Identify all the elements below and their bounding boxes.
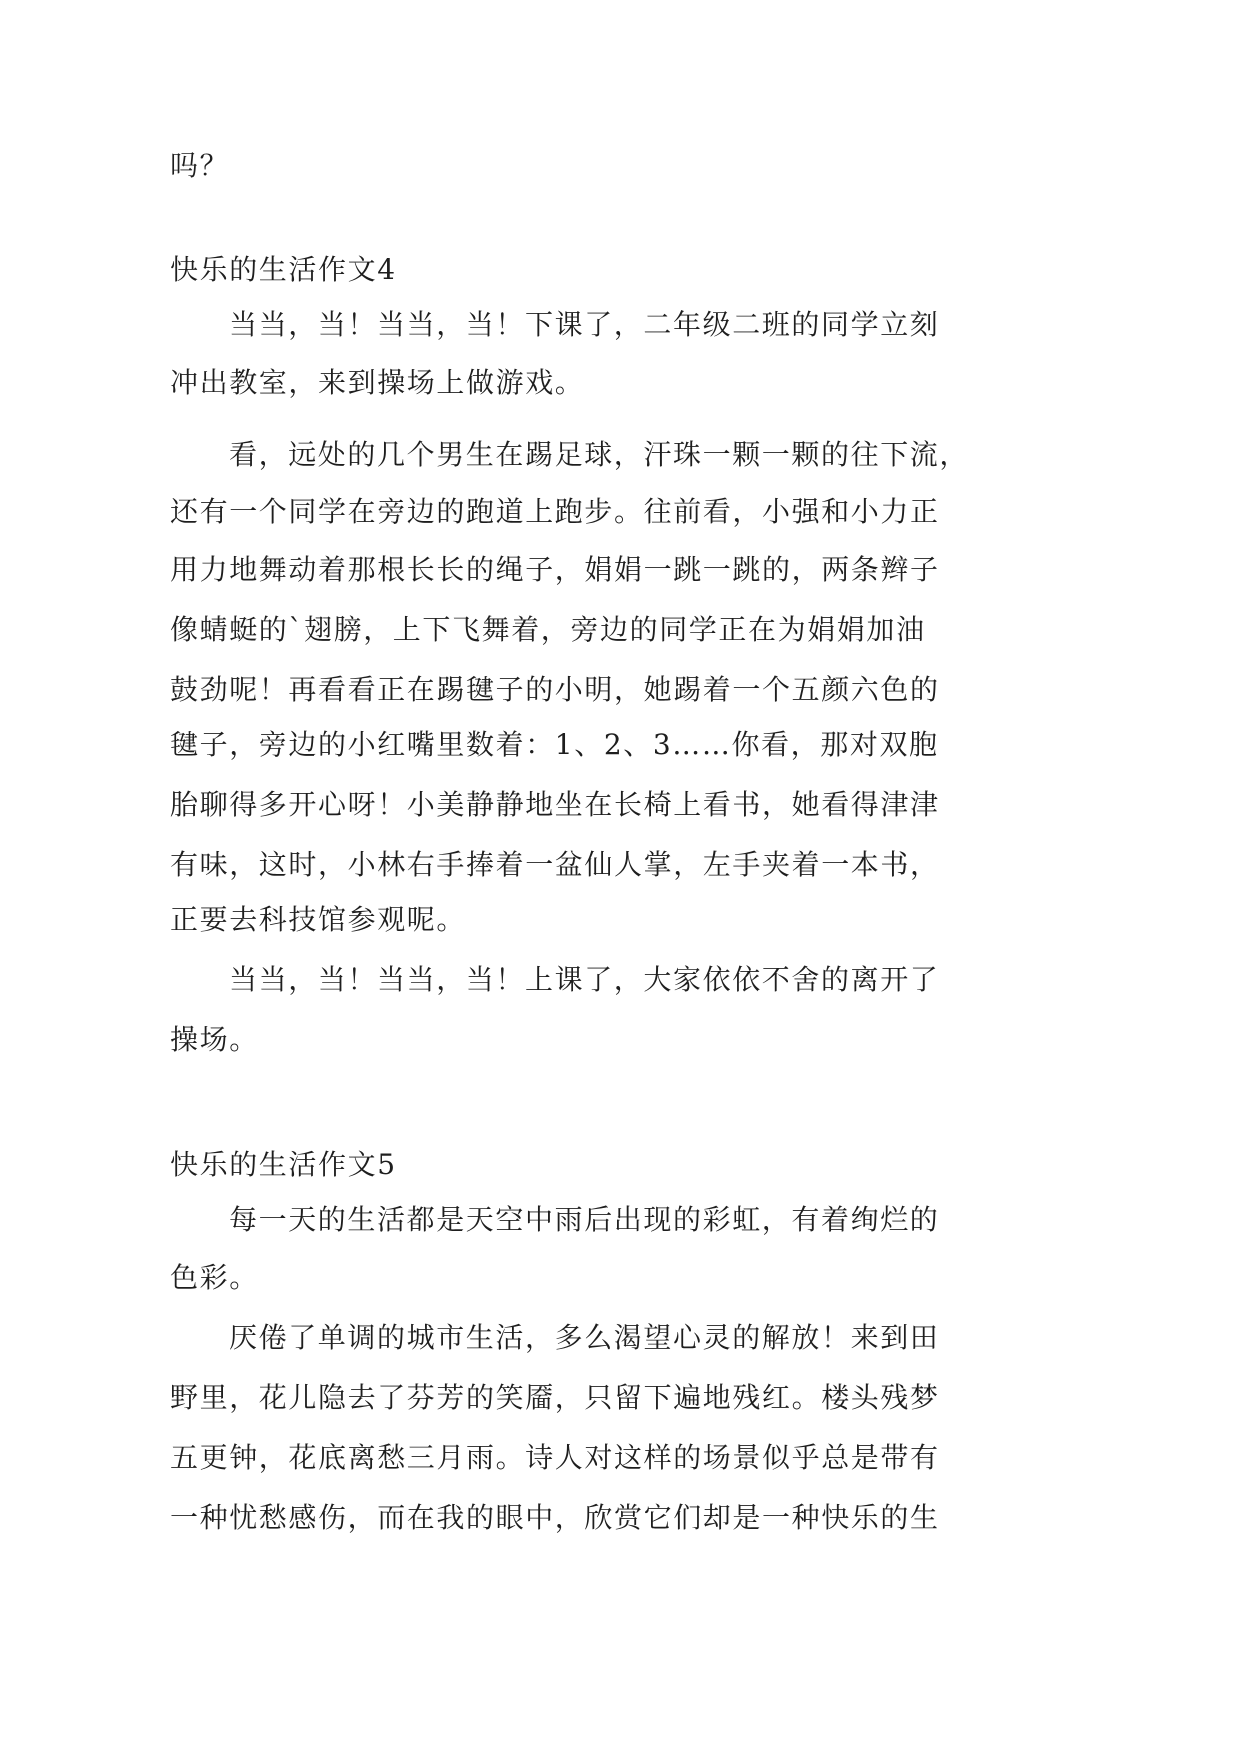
section-title: 快乐的生活作文4 [170,253,397,286]
text-line: 用力地舞动着那根长长的绳子，娟娟一跳一跳的，两条辫子 [170,554,940,586]
text-line: 毽子，旁边的小红嘴里数着：1、2、3……你看，那对双胞 [170,729,939,761]
text-line: 有味，这时，小林右手捧着一盆仙人掌，左手夹着一本书， [170,849,940,881]
text-line: 吗？ [170,150,230,182]
section-title: 快乐的生活作文5 [170,1148,397,1181]
text-line: 每一天的生活都是天空中雨后出现的彩虹，有着绚烂的 [229,1204,940,1236]
text-line: 像蜻蜓的`翅膀，上下飞舞着，旁边的同学正在为娟娟加油 [170,614,926,646]
text-line: 五更钟，花底离愁三月雨。诗人对这样的场景似乎总是带有 [170,1442,940,1474]
text-line: 厌倦了单调的城市生活，多么渴望心灵的解放！来到田 [229,1322,940,1354]
text-line: 当当，当！当当，当！下课了，二年级二班的同学立刻 [229,309,940,341]
text-line: 胎聊得多开心呀！小美静静地坐在长椅上看书，她看得津津 [170,789,940,821]
text-line: 操场。 [170,1024,259,1056]
text-line: 色彩。 [170,1262,259,1294]
text-line: 冲出教室，来到操场上做游戏。 [170,367,585,399]
text-line: 还有一个同学在旁边的跑道上跑步。往前看，小强和小力正 [170,496,940,528]
text-line: 鼓劲呢！再看看正在踢毽子的小明，她踢着一个五颜六色的 [170,674,940,706]
text-line: 一种忧愁感伤，而在我的眼中，欣赏它们却是一种快乐的生 [170,1502,940,1534]
text-line: 正要去科技馆参观呢。 [170,904,467,936]
text-line: 当当，当！当当，当！上课了，大家依依不舍的离开了 [229,964,940,996]
text-line: 看，远处的几个男生在踢足球，汗珠一颗一颗的往下流， [229,439,970,471]
text-line: 野里，花儿隐去了芬芳的笑靥，只留下遍地残红。楼头残梦 [170,1382,940,1414]
